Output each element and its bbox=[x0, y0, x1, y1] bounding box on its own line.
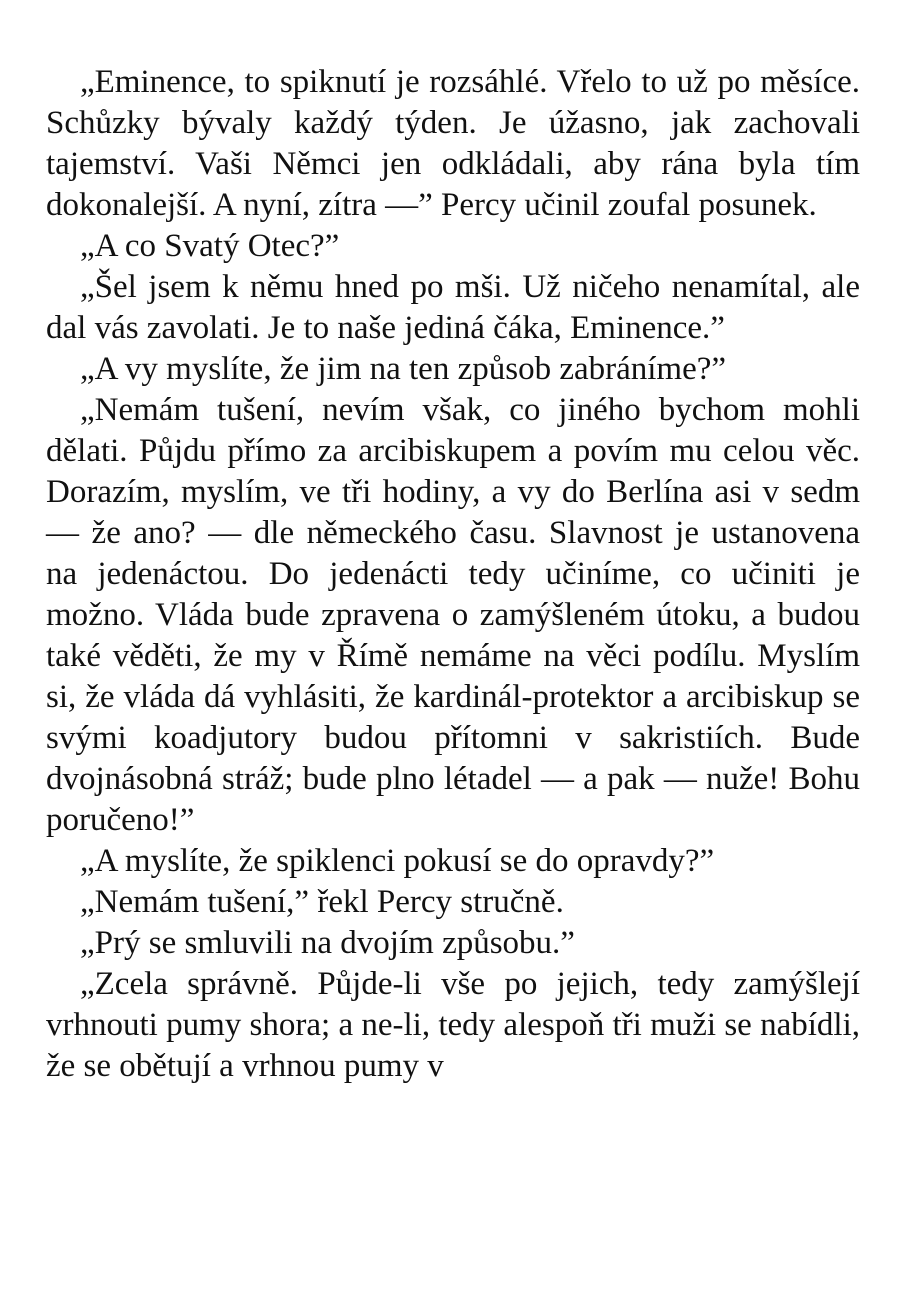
paragraph: „A myslíte, že spiklenci pokusí se do opravdy?” bbox=[80, 843, 715, 879]
paragraph: „A vy myslíte, že jim na ten způsob zabráníme?” bbox=[80, 351, 727, 387]
paragraph: „Eminence, to spiknutí je rozsáhlé. Vřelo to už po měsíce. Schůzky bývaly každý týden. Je úžasno, jak zachovali tajemství. Vaši Němci jen odkládali, aby rána byla tím dokonalejší. A nyní, zítra —” Percy učinil zoufal posunek. bbox=[46, 64, 860, 223]
paragraph: „Nemám tušení, nevím však, co jiného bychom mohli dělati. Půjdu přímo za arcibiskupem a povím mu celou věc. Dorazím, myslím, ve tři hodiny, a vy do Berlína asi v sedm — že ano? — dle německého času. Slavnost je ustanovena na jedenáctou. Do jedenácti tedy učiníme, co učiniti je možno. Vláda bude zpravena o zamýšleném útoku, a budou také věděti, že my v Římě nemáme na věci podílu. Myslím si, že vláda dá vyhlásiti, že kardinál-protektor a arcibiskup se svými koadjutory budou přítomni v sakristiích. Bude dvojnásobná stráž; bude plno létadel — a pak — nuže! Bohu poručeno!” bbox=[46, 392, 860, 838]
paragraph: „Zcela správně. Půjde-li vše po jejich, tedy zamýšlejí vrhnouti pumy shora; a ne-li, tedy alespoň tři muži se nabídli, že se obětují a vrhnou pumy v bbox=[46, 966, 860, 1084]
paragraph: „Prý se smluvili na dvojím způsobu.” bbox=[80, 925, 575, 961]
paragraph: „Šel jsem k němu hned po mši. Už ničeho nenamítal, ale dal vás zavolati. Je to naše jediná čáka, Eminence.” bbox=[46, 269, 860, 346]
paragraph: „A co Svatý Otec?” bbox=[80, 228, 340, 264]
paragraph: „Nemám tušení,” řekl Percy stručně. bbox=[80, 884, 564, 920]
